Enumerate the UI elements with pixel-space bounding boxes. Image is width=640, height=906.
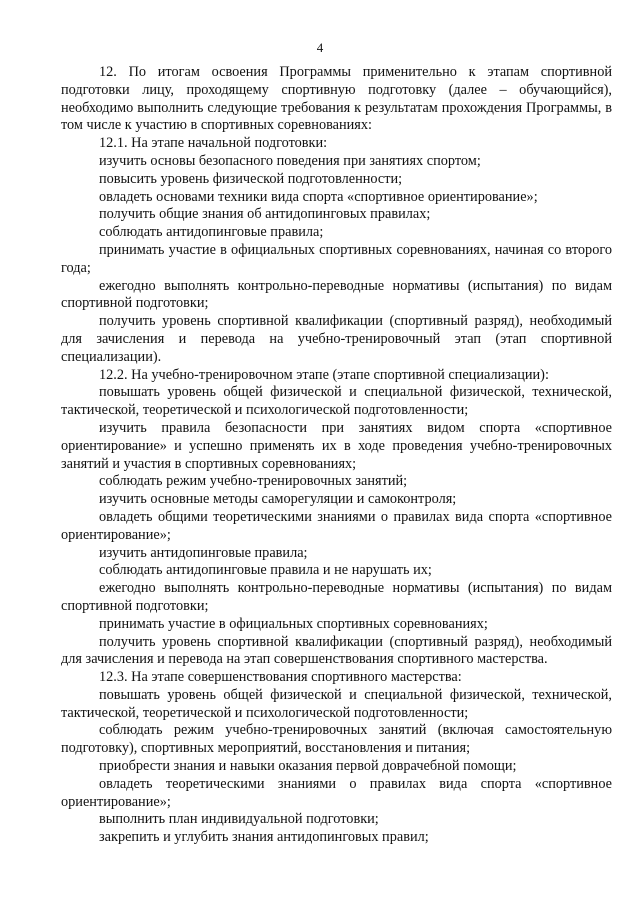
page-number: 4 <box>316 40 324 55</box>
list-item: изучить правила безопасности при занятиях видом спорта «спортивное ориентирование» и успешно применять их в ходе проведения учебно-тренировочных занятий и участия в спортивных соревнованиях; <box>61 419 612 472</box>
list-item: повышать уровень общей физической и специальной физической, технической, тактической, теоретической и психологической подготовленности; <box>61 686 612 721</box>
list-item: изучить основные методы саморегуляции и самоконтроля; <box>99 491 457 508</box>
list-item: выполнить план индивидуальной подготовки; <box>99 811 379 828</box>
list-item: овладеть общими теоретическими знаниями о правилах вида спорта «спортивное ориентирование»; <box>61 508 612 543</box>
list-item: соблюдать антидопинговые правила; <box>99 224 324 241</box>
list-item: соблюдать антидопинговые правила и не нарушать их; <box>99 562 432 579</box>
list-item: получить общие знания об антидопинговых правилах; <box>99 206 431 223</box>
list-item: соблюдать режим учебно-тренировочных занятий; <box>99 473 408 490</box>
list-item: изучить основы безопасного поведения при занятиях спортом; <box>99 152 481 169</box>
list-item: ежегодно выполнять контрольно-переводные нормативы (испытания) по видам спортивной подготовки; <box>61 580 612 614</box>
section-heading: 12.1. На этапе начальной подготовки: <box>99 135 328 152</box>
list-item: принимать участие в официальных спортивных соревнованиях; <box>99 615 488 632</box>
list-item: приобрести знания и навыки оказания первой доврачебной помощи; <box>99 758 517 775</box>
list-item: принимать участие в официальных спортивных соревнованиях, начиная со второго года; <box>61 241 612 276</box>
list-item: получить уровень спортивной квалификации (спортивный разряд), необходимый для зачисления и перевода на учебно-тренировочный этап (этап спортивной специализации). <box>61 313 612 365</box>
document-body <box>61 64 612 847</box>
list-item: овладеть теоретическими знаниями о правилах вида спорта «спортивное ориентирование»; <box>61 775 612 810</box>
list-item: овладеть основами техники вида спорта «спортивное ориентирование»; <box>99 188 538 205</box>
list-item: соблюдать режим учебно-тренировочных занятий (включая самостоятельную подготовку), спортивных мероприятий, восстановления и питания; <box>61 722 612 757</box>
list-item: повысить уровень физической подготовленности; <box>99 170 403 187</box>
list-item: закрепить и углубить знания антидопинговых правил; <box>99 829 429 846</box>
list-item: повышать уровень общей физической и специальной физической, технической, тактической, теоретической и психологической подготовленности; <box>61 384 612 419</box>
section-heading: 12.3. На этапе совершенствования спортивного мастерства: <box>99 669 462 686</box>
section-heading: 12.2. На учебно-тренировочном этапе (этапе спортивной специализации): <box>99 366 549 383</box>
paragraph: 12. По итогам освоения Программы применительно к этапам спортивной подготовки лицу, проходящему спортивную подготовку (далее – обучающийся), необходимо выполнить следующие требования к результатам прохождения Программы, в том числе к участию в спортивных соревнованиях: <box>61 64 612 134</box>
list-item: получить уровень спортивной квалификации (спортивный разряд), необходимый для зачисления и перевода на этап совершенствования спортивного мастерства. <box>61 633 612 668</box>
list-item: изучить антидопинговые правила; <box>99 544 308 561</box>
list-item: ежегодно выполнять контрольно-переводные нормативы (испытания) по видам спортивной подготовки; <box>61 277 612 312</box>
